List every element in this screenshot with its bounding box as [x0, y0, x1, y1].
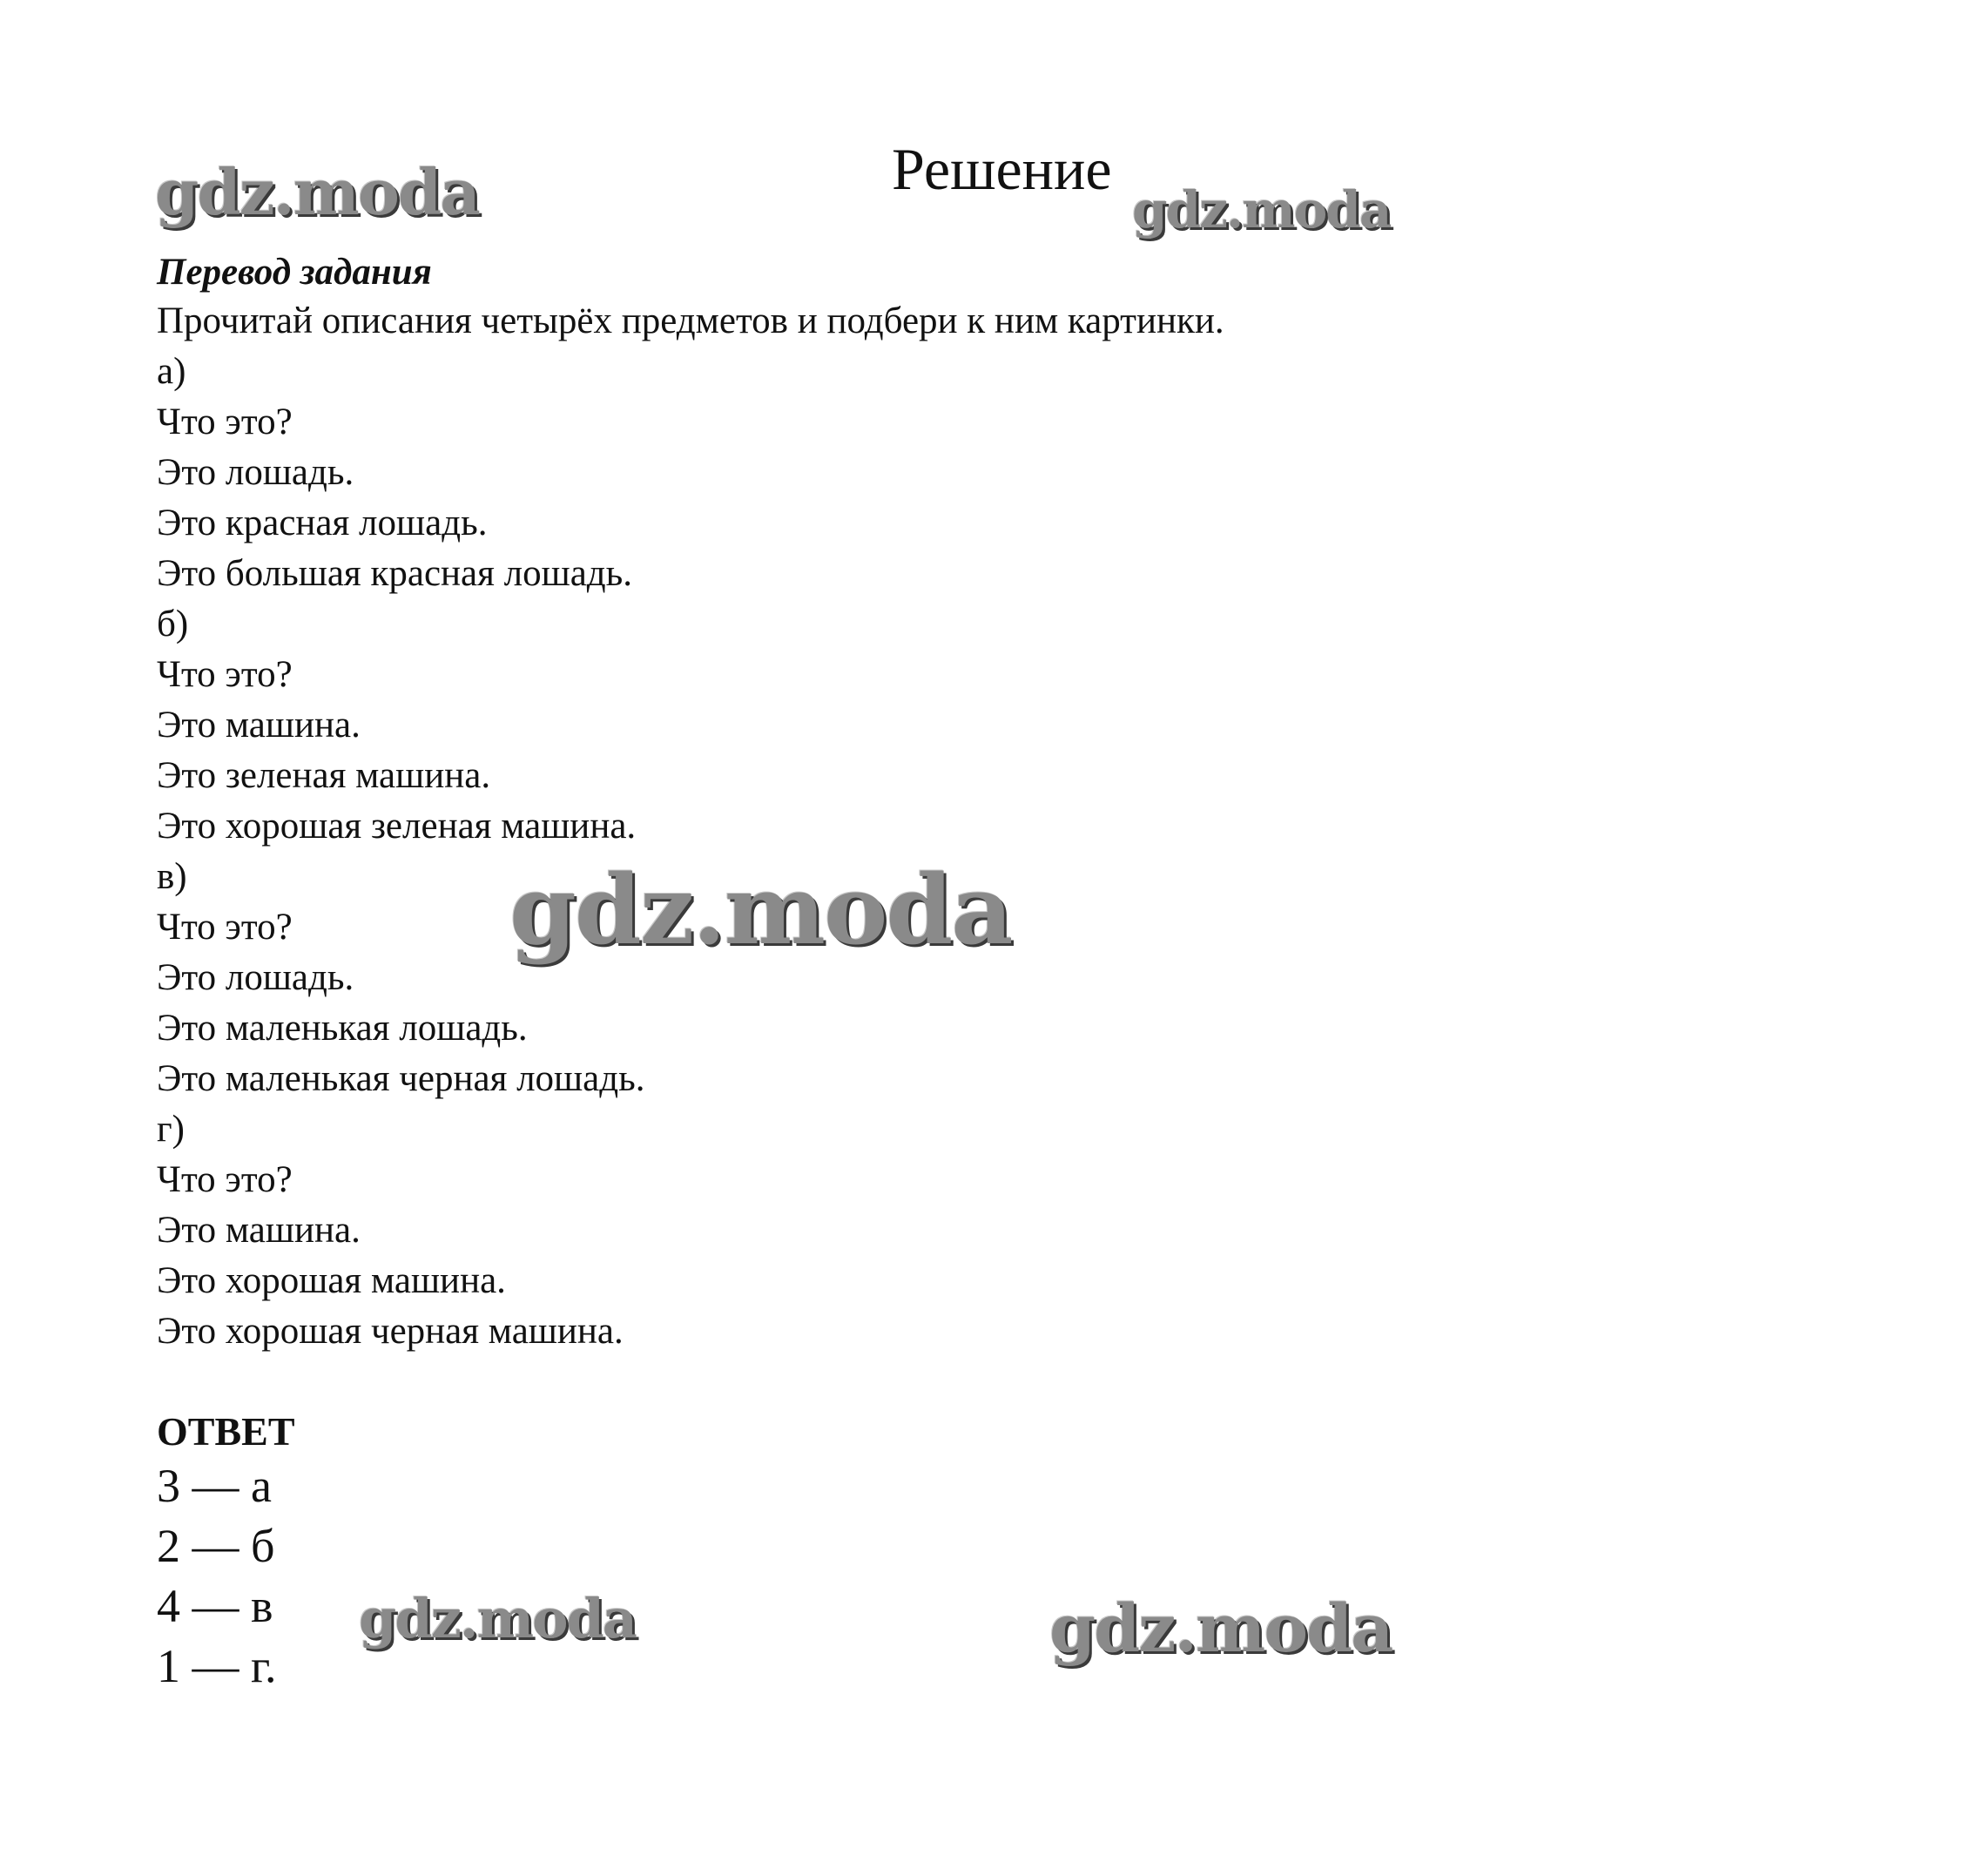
text-line: Что это? [157, 654, 293, 695]
watermark: gdz.moda [155, 155, 479, 229]
answer-list [157, 1456, 277, 1697]
text-line: в) [157, 856, 187, 897]
answer-item: 2 — б [157, 1520, 275, 1572]
text-line: Это маленькая черная лошадь. [157, 1058, 645, 1099]
text-line: Это большая красная лошадь. [157, 553, 633, 594]
text-line: Это машина. [157, 705, 361, 746]
text-line: Это хорошая черная машина. [157, 1311, 624, 1352]
text-line: Это лошадь. [157, 452, 354, 493]
answer-item: 4 — в [157, 1580, 273, 1632]
text-line: Это красная лошадь. [157, 503, 488, 543]
watermark: gdz.moda [509, 854, 1012, 966]
text-line: Что это? [157, 1159, 293, 1200]
text-line: Это машина. [157, 1210, 361, 1251]
text-line: Это хорошая машина. [157, 1260, 506, 1301]
text-line: Что это? [157, 907, 293, 948]
answer-item: 3 — а [157, 1460, 272, 1512]
text-lines [157, 296, 1224, 1357]
section-heading: Перевод задания [157, 252, 432, 293]
text-line: Это лошадь. [157, 957, 354, 998]
answer-item: 1 — г. [157, 1640, 277, 1692]
text-line: Это хорошая зеленая машина. [157, 806, 637, 847]
watermark: gdz.moda [359, 1587, 636, 1650]
text-line: Прочитай описания четырёх предметов и подбери к ним картинки. [157, 300, 1224, 341]
text-line: г) [157, 1109, 185, 1150]
answer-heading: ОТВЕТ [157, 1409, 295, 1454]
watermark: gdz.moda [1049, 1589, 1392, 1667]
page-title: Решение [892, 136, 1112, 202]
text-line: а) [157, 351, 186, 392]
watermark: gdz.moda [1132, 180, 1391, 240]
text-line: Что это? [157, 402, 293, 442]
text-line: Это зеленая машина. [157, 755, 491, 796]
text-line: б) [157, 604, 189, 644]
text-line: Это маленькая лошадь. [157, 1008, 528, 1049]
